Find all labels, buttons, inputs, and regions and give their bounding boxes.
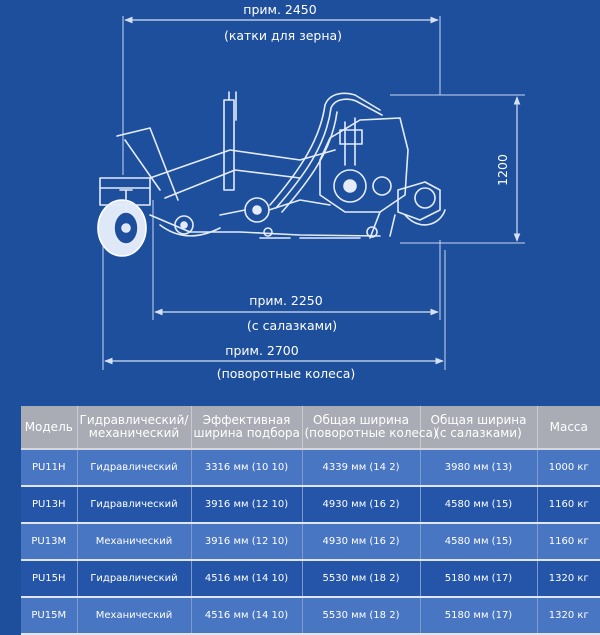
cell-width-skids: 5180 мм (17): [420, 597, 537, 634]
specifications-table: [21, 406, 600, 635]
cell-effective-width: 3916 мм (12 10): [191, 523, 302, 560]
support-wheel: [98, 190, 146, 256]
top-dimension-caption: (катки для зерна): [223, 28, 343, 43]
cell-model: PU15M: [21, 597, 77, 634]
cell-width-castor-wheels: 5530 мм (18 2): [302, 597, 420, 634]
table-row: [21, 486, 600, 523]
extension-lines: [103, 16, 525, 370]
cell-width-skids: 3980 мм (13): [420, 449, 537, 486]
cell-model: PU15H: [21, 560, 77, 597]
cell-model: PU13H: [21, 486, 77, 523]
middle-dimension-caption: (с салазками): [246, 318, 338, 333]
cell-weight: 1160 кг: [537, 523, 600, 560]
column-header-width-skids: Общая ширина (с салазками): [420, 406, 537, 449]
column-header-effective-width: Эффективная ширина подбора: [191, 406, 302, 449]
cell-weight: 1320 кг: [537, 560, 600, 597]
table-header-row: [21, 406, 600, 449]
cell-model: PU11H: [21, 449, 77, 486]
cell-width-castor-wheels: 5530 мм (18 2): [302, 560, 420, 597]
table-row: [21, 560, 600, 597]
middle-dimension-value: прим. 2250: [249, 293, 323, 308]
cell-drive-type: Гидравлический: [77, 486, 191, 523]
cell-width-skids: 5180 мм (17): [420, 560, 537, 597]
table-row: [21, 449, 600, 486]
bottom-dimension-value: прим. 2700: [225, 343, 299, 358]
column-header-weight: Масса: [537, 406, 600, 449]
cell-effective-width: 3316 мм (10 10): [191, 449, 302, 486]
cell-effective-width: 3916 мм (12 10): [191, 486, 302, 523]
drive-gear: [220, 198, 330, 222]
cell-drive-type: Механический: [77, 597, 191, 634]
table-row: [21, 597, 600, 634]
cell-effective-width: 4516 мм (14 10): [191, 560, 302, 597]
cell-width-castor-wheels: 4930 мм (16 2): [302, 523, 420, 560]
pickup-machine-illustration: [98, 92, 445, 256]
cell-width-skids: 4580 мм (15): [420, 486, 537, 523]
column-header-model: Модель: [21, 406, 77, 449]
top-dimension-value: прим. 2450: [243, 2, 317, 17]
cell-weight: 1320 кг: [537, 597, 600, 634]
height-dimension-value: 1200: [495, 154, 510, 186]
cell-drive-type: Гидравлический: [77, 560, 191, 597]
cell-drive-type: Механический: [77, 523, 191, 560]
cell-width-castor-wheels: 4930 мм (16 2): [302, 486, 420, 523]
table-row: [21, 523, 600, 560]
cell-model: PU13M: [21, 523, 77, 560]
cell-effective-width: 4516 мм (14 10): [191, 597, 302, 634]
column-header-drive-type: Гидравлический/ механический: [77, 406, 191, 449]
cell-weight: 1000 кг: [537, 449, 600, 486]
cell-width-castor-wheels: 4339 мм (14 2): [302, 449, 420, 486]
cell-weight: 1160 кг: [537, 486, 600, 523]
cell-width-skids: 4580 мм (15): [420, 523, 537, 560]
cell-drive-type: Гидравлический: [77, 449, 191, 486]
column-header-width-castor-wheels: Общая ширина (поворотные колеса): [302, 406, 420, 449]
bottom-dimension-caption: (поворотные колеса): [216, 366, 356, 381]
dimension-lines: [105, 20, 517, 361]
